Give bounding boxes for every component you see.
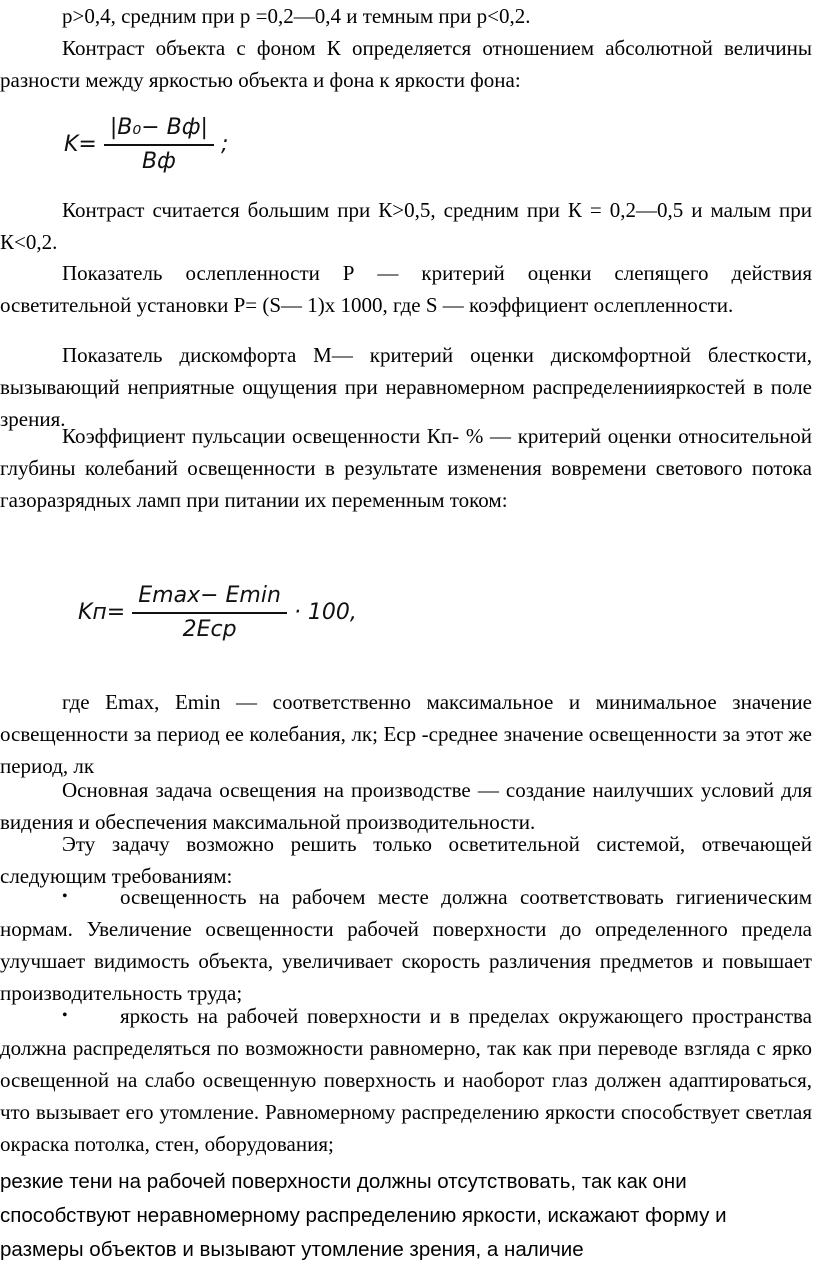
paragraph-brightness-ranges: р>0,4, средним при р =0,2—0,4 и темным при р<0,2. bbox=[62, 4, 531, 28]
contrast-formula-lhs: K= bbox=[64, 132, 97, 157]
bullet-icon: • bbox=[62, 888, 68, 905]
contrast-numerator: |B₀− Bф| bbox=[104, 112, 214, 146]
paragraph-requirements-intro: Эту задачу возможно решить только осветительной системой, отвечающей следующим требованиям: bbox=[0, 832, 812, 888]
pulsation-numerator: Emax− Emin bbox=[132, 580, 287, 614]
paragraph-glare-index: Показатель ослепленности Р — критерий оценки слепящего действия осветительной установки Р= (S— 1)х 1000, где S — коэффициент ослепленности. bbox=[0, 261, 812, 317]
bullet-icon: • bbox=[62, 1007, 68, 1024]
contrast-formula-end: ; bbox=[220, 132, 229, 157]
list-item-text: освещенность на рабочем месте должна соответствовать гигиеническим нормам. Увеличение освещенности рабочей поверхности до определенного предела улучшает видимость объекта, увеличивает скорость различения предметов и повышает производительность труда; bbox=[0, 885, 812, 1005]
paragraph-formula-legend: где Emax, Emin — соответственно максимальное и минимальное значение освещенности за период ее колебания, лк; Еср -среднее значение освещенности за этот же период, лк bbox=[0, 690, 812, 778]
paragraph-pulsation-coefficient: Коэффициент пульсации освещенности Кп- % — критерий оценки относительной глубины колебаний освещенности в результате изменения вовремени светового потока газоразрядных ламп при питании их переменным током: bbox=[0, 424, 812, 512]
pulsation-formula bbox=[78, 580, 357, 646]
contrast-denominator: Bф bbox=[141, 149, 176, 174]
pulsation-fraction bbox=[132, 580, 287, 646]
paragraph-shadows: резкие тени на рабочей поверхности должны отсутствовать, так как они способствуют неравномерному распределению яркости, искажают форму и размеры объектов и вызывают утомление зрения, а наличие bbox=[0, 1170, 727, 1261]
contrast-fraction bbox=[104, 112, 214, 178]
list-item-text: яркость на рабочей поверхности и в пределах окружающего пространства должна распределяться по возможности равномерно, так как при переводе взгляда с ярко освещенной на слабо освещенную поверхность и наоборот глаз должен адаптироваться, что вызывает его утомление. Равномерному распределению яркости способствует светлая окраска потолка, стен, оборудования; bbox=[0, 1004, 812, 1156]
paragraph-discomfort-index: Показатель дискомфорта М— критерий оценки дискомфортной блесткости, вызывающий неприятные ощущения при неравномерном распределениияркостей в поле зрения. bbox=[0, 343, 812, 431]
pulsation-formula-end: · 100, bbox=[293, 600, 357, 625]
contrast-formula bbox=[64, 112, 228, 178]
paragraph-main-task: Основная задача освещения на производстве — создание наилучших условий для видения и обеспечения максимальной производительности. bbox=[0, 778, 812, 834]
pulsation-formula-lhs: Kп= bbox=[78, 600, 126, 625]
paragraph-contrast-definition: Контраст объекта с фоном К определяется отношением абсолютной величины разности между яркостью объекта и фона к яркости фона: bbox=[0, 36, 812, 92]
paragraph-contrast-levels: Контраст считается большим при К>0,5, средним при К = 0,2—0,5 и малым при К<0,2. bbox=[0, 198, 812, 254]
pulsation-denominator: 2Eср bbox=[182, 617, 237, 642]
